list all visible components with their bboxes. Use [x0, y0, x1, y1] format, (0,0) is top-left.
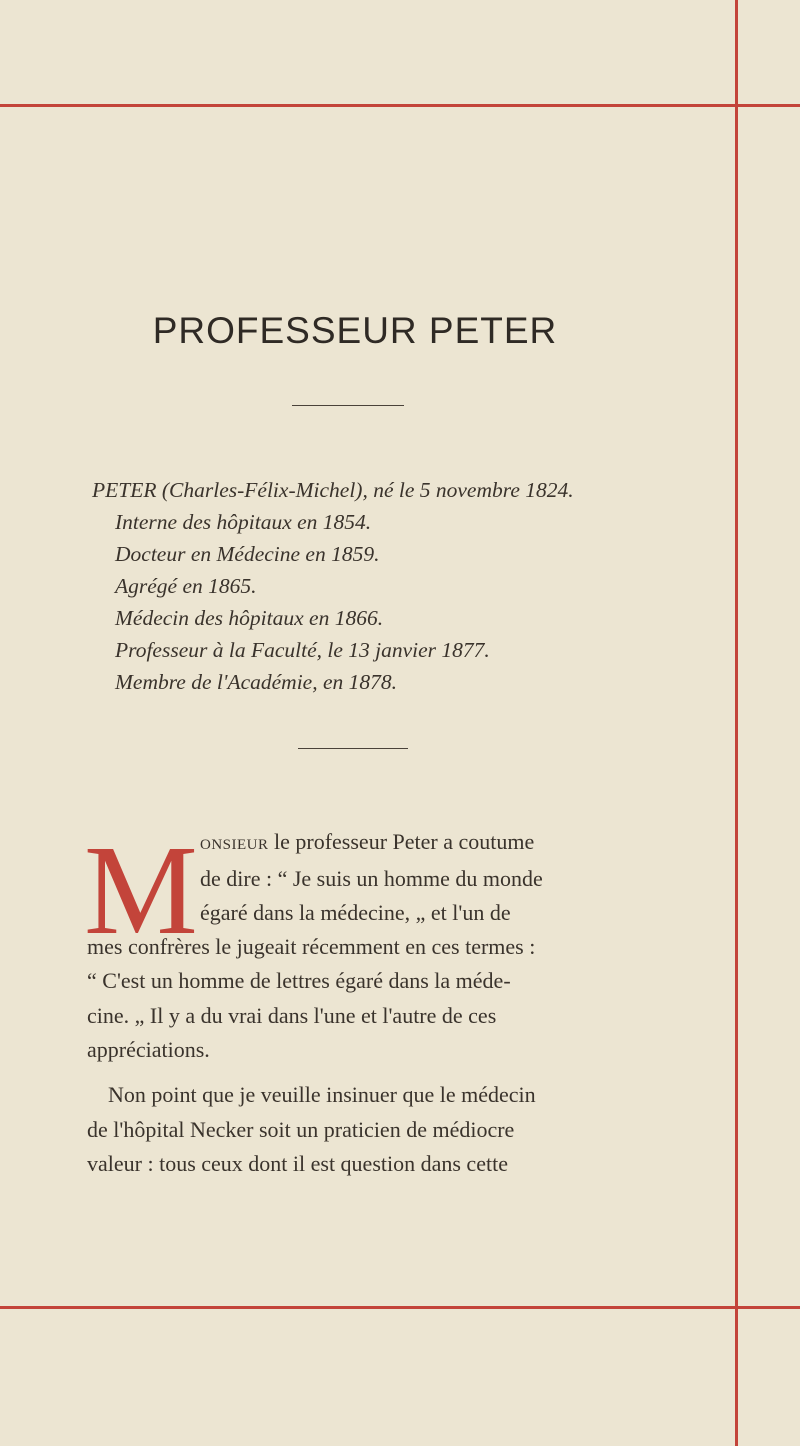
title-separator: [292, 405, 404, 406]
paragraph-line: [200, 829, 534, 855]
bio-line-name: PETER (Charles-Félix-Michel), né le 5 novembre 1824.: [92, 478, 574, 502]
paragraph-line: égaré dans la médecine, „ et l'un de: [200, 900, 511, 925]
paragraph-line: “ C'est un homme de lettres égaré dans la méde-: [87, 968, 511, 993]
page-title: PROFESSEUR PETER: [152, 310, 558, 351]
paragraph-text: le professeur Peter a coutume: [268, 829, 535, 854]
drop-cap-letter: M: [84, 819, 198, 961]
bio-line-interne: Interne des hôpitaux en 1854.: [115, 510, 372, 534]
paragraph-line: de dire : “ Je suis un homme du monde: [200, 866, 543, 891]
top-red-rule: [0, 104, 800, 107]
bio-line-docteur: Docteur en Médecine en 1859.: [115, 542, 380, 566]
bottom-red-rule: [0, 1306, 800, 1309]
right-red-rule: [735, 0, 738, 1446]
bio-line-medecin: Médecin des hôpitaux en 1866.: [115, 606, 384, 630]
bio-line-professeur: Professeur à la Faculté, le 13 janvier 1877.: [115, 638, 490, 662]
bio-line-academie: Membre de l'Académie, en 1878.: [115, 670, 398, 694]
paragraph-line: de l'hôpital Necker soit un praticien de médiocre: [87, 1117, 515, 1142]
bio-separator: [298, 748, 408, 749]
bio-line-agrege: Agrégé en 1865.: [115, 574, 257, 598]
paragraph-line: appréciations.: [87, 1037, 210, 1062]
paragraph-line: mes confrères le jugeait récemment en ces termes :: [87, 934, 536, 959]
paragraph-line: cine. „ Il y a du vrai dans l'une et l'autre de ces: [87, 1003, 497, 1028]
paragraph-line: valeur : tous ceux dont il est question dans cette: [87, 1151, 508, 1176]
paragraph-line: Non point que je veuille insinuer que le médecin: [108, 1082, 536, 1107]
small-caps-word: onsieur: [200, 829, 269, 854]
